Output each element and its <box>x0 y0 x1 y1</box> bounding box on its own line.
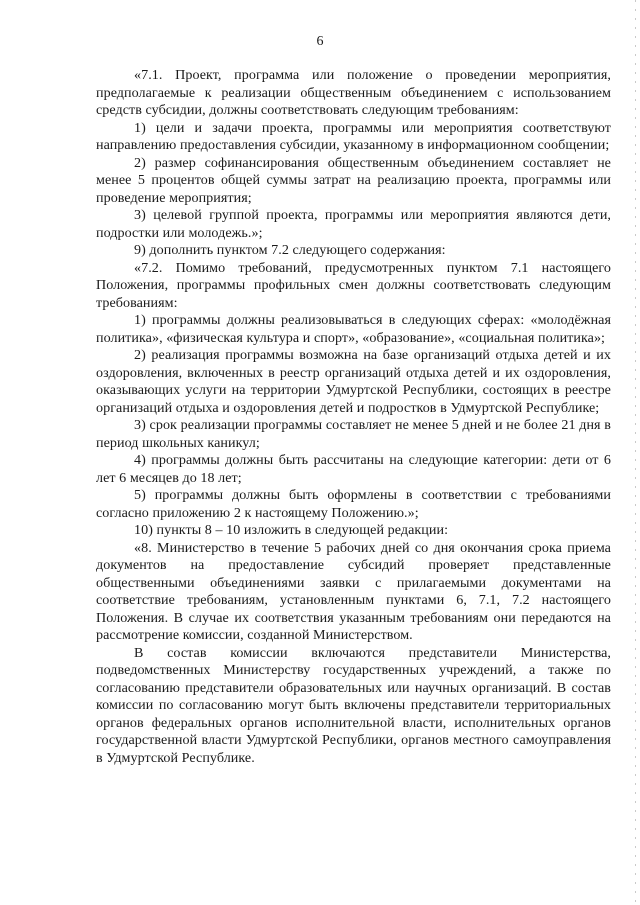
paragraph-7-1: «7.1. Проект, программа или положение о проведении мероприятия, предполагаемые к реализации общественным объединением с использованием средств субсидии, должны соответствовать следующим требованиям: <box>96 67 611 118</box>
page-number: 6 <box>316 34 324 49</box>
paragraph-7-2-item-2: 2) реализация программы возможна на базе организаций отдыха детей и их оздоровления, включенных в реестр организаций отдыха детей и их оздоровления, оказывающих услуги на территории Удмуртской Республики, состоящих в реестре организаций отдыха и оздоровления детей и подростков в Удмуртской Республике; <box>96 347 611 416</box>
paragraph-7-2-item-3: 3) срок реализации программы составляет не менее 5 дней и не более 21 дня в период школьных каникул; <box>96 417 611 451</box>
paragraph-7-2-item-5: 5) программы должны быть оформлены в соответствии с требованиями согласно приложению 2 к настоящему Положению.»; <box>96 487 611 521</box>
document-body <box>96 67 611 767</box>
paragraph-8: «8. Министерство в течение 5 рабочих дней со дня окончания срока приема документов на предоставление субсидий проверяет представленные общественными объединениями заявки с прилагаемыми документами на соответствие требованиям, установленным пунктами 6, 7.1, 7.2 настоящего Положения. В случае их соответствия указанным требованиям они передаются на рассмотрение комиссии, созданной Министерством. <box>96 539 611 643</box>
paragraph-7-2-item-4: 4) программы должны быть рассчитаны на следующие категории: дети от 6 лет 6 месяцев до 18 лет; <box>96 452 611 486</box>
paragraph-7-1-item-2: 2) размер софинансирования общественным объединением составляет не менее 5 процентов общей суммы затрат на реализацию проекта, программы или проведение мероприятия; <box>96 154 611 206</box>
paragraph-7-2: «7.2. Помимо требований, предусмотренных пунктом 7.1 настоящего Положения, программы профильных смен должны соответствовать следующим требованиям: <box>96 259 611 311</box>
paragraph-7-1-item-1: 1) цели и задачи проекта, программы или мероприятия соответствуют направлению предоставления субсидии, указанному в информационном сообщении; <box>96 119 611 153</box>
paragraph-7-2-item-1: 1) программы должны реализовываться в следующих сферах: «молодёжная политика», «физическая культура и спорт», «образование», «социальная политика»; <box>96 312 611 346</box>
paragraph-7-1-item-3: 3) целевой группой проекта, программы или мероприятия являются дети, подростки или молодежь.»; <box>96 207 611 241</box>
paragraph-commission-composition: В состав комиссии включаются представители Министерства, подведомственных Министерству государственных учреждений, а также по согласованию представители образовательных или научных организаций. В состав комиссии по согласованию могут быть включены представители территориальных органов федеральных органов исполнительной власти, исполнительных органов государственной власти Удмуртской Республики, органов местного самоуправления в Удмуртской Республике. <box>96 644 611 766</box>
scan-edge-artifact <box>635 0 636 905</box>
paragraph-amendment-9: 9) дополнить пунктом 7.2 следующего содержания: <box>134 242 446 258</box>
paragraph-amendment-10: 10) пункты 8 – 10 изложить в следующей редакции: <box>134 522 449 538</box>
